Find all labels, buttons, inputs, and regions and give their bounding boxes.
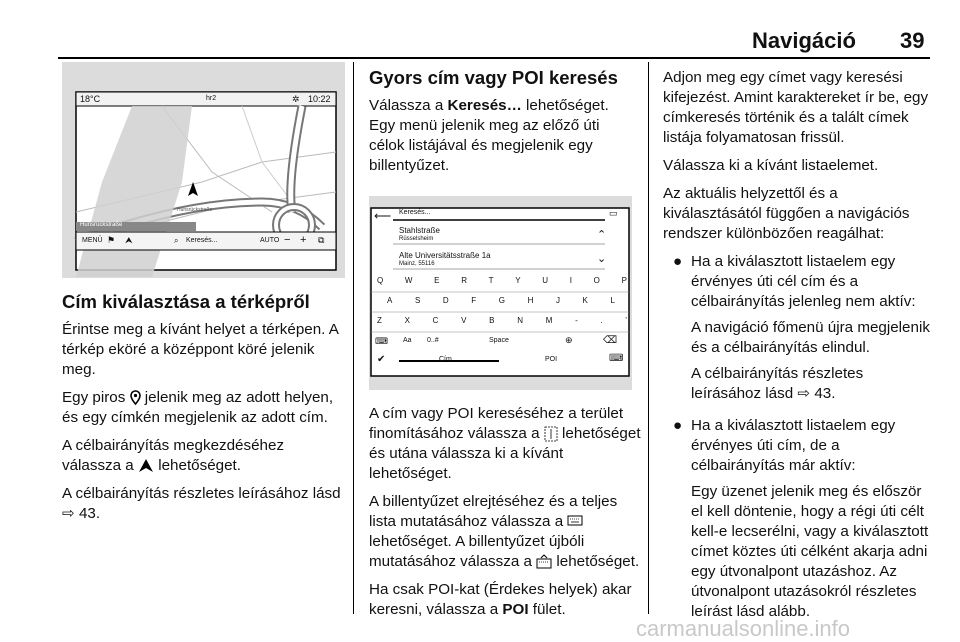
key[interactable]: S (414, 296, 421, 305)
street-label: Hunsrückstraße (80, 222, 123, 228)
paragraph: Az aktuális helyzettől és a kiválasztásától függően a navigációs rendszer különbözően reagálhat: (663, 185, 910, 242)
keyboard-show-icon[interactable]: ⌨ (609, 353, 624, 364)
reference-arrow-icon: ⇨ (62, 505, 79, 522)
key[interactable]: W (404, 276, 413, 285)
key[interactable]: J (555, 296, 560, 305)
page-reference[interactable]: 43. (78, 505, 101, 522)
paragraph (369, 492, 641, 572)
section-heading-map: Cím kiválasztása a térképről (62, 291, 310, 312)
watermark: carmanualsonline.info (636, 616, 851, 641)
key[interactable]: - (575, 316, 578, 325)
keyboard-show-icon (536, 554, 552, 569)
key[interactable]: O (593, 276, 600, 285)
navigation-arrow-icon (138, 458, 154, 473)
text: Egy piros (62, 389, 126, 406)
text: A célbairányítás részletes leírásához lásd (62, 485, 341, 502)
page-title: Navigáció (752, 28, 856, 53)
result-subtitle: Rüsselsheim (399, 236, 434, 242)
keyboard-row (387, 296, 615, 305)
paragraph: Egy üzenet jelenik meg és először el kell döntenie, hogy a régi úti célt kell-e lecserélni, vagy a kiválasztott címet köztes úti célként akarja adni egy útvonalpont utazáshoz. Az útvonalpont utazásokról részletes leírást lásd alább. (691, 483, 929, 620)
reference-arrow-icon: ⇨ (797, 385, 815, 402)
key[interactable]: U (542, 276, 549, 285)
backspace-icon[interactable]: ⌫ (603, 335, 618, 346)
text: Ha csak POI-kat (Érdekes helyek) akar keresni, válassza a (369, 581, 632, 618)
chevron-down-icon[interactable]: ⌄ (597, 253, 607, 265)
key[interactable]: A (387, 296, 393, 305)
key[interactable]: C (432, 316, 439, 325)
text: lehetőséget. (158, 457, 241, 474)
key[interactable]: M (545, 316, 553, 325)
result-title[interactable]: Stahlstraße (399, 226, 440, 235)
text: lehetőséget. (556, 553, 640, 570)
section-heading-search: Gyors cím vagy POI keresés (369, 67, 618, 88)
paragraph (62, 388, 344, 428)
result-title[interactable]: Alte Universitätsstraße 1a (399, 251, 491, 260)
key[interactable]: P (621, 276, 627, 285)
auto-zoom-button[interactable]: AUTO (260, 237, 280, 244)
zoom-in-button[interactable]: + (300, 234, 307, 246)
tab-poi[interactable]: POI (545, 356, 558, 363)
options-icon[interactable]: ⧉ (318, 235, 325, 245)
key[interactable]: ' (625, 316, 627, 325)
paragraph (691, 364, 931, 404)
keyboard-hide-icon (567, 515, 583, 528)
key[interactable]: F (471, 296, 477, 305)
paragraph (369, 96, 639, 176)
paragraph: Ha a kiválasztott listaelem egy érvényes úti cél cím és a célbairányítás jelenleg nem aktív: (691, 253, 916, 310)
paragraph (369, 404, 641, 484)
language-icon[interactable]: ⊕ (565, 335, 573, 345)
paragraph (369, 580, 641, 620)
paragraph: Válassza ki a kívánt listaelemet. (663, 157, 879, 174)
menu-button[interactable]: MENÜ (82, 237, 103, 244)
search-icon[interactable]: ⌕ (174, 236, 179, 245)
map-pin-icon (130, 390, 141, 405)
header-rule (58, 57, 930, 59)
area-filter-icon (544, 426, 558, 442)
search-label: Keresés… (447, 97, 522, 114)
chevron-up-icon[interactable]: ⌃ (597, 229, 607, 241)
key[interactable]: T (488, 276, 494, 285)
text: lehetőséget. Egy menü jelenik meg az előző úti célok listájával és megjelenik egy billentyűzet. (369, 97, 609, 174)
map-screenshot (62, 62, 345, 278)
text: Válassza a (369, 97, 448, 114)
key[interactable]: Q (377, 276, 384, 285)
bullet-icon: ● (673, 417, 683, 434)
text: A célbairányítás megkezdéséhez válassza a (62, 437, 285, 474)
keyboard-row (377, 316, 627, 325)
result-subtitle: Mainz, 55116 (399, 261, 435, 267)
current-street: hr2 (206, 95, 217, 102)
space-key[interactable]: Space (489, 337, 509, 344)
numbers-key[interactable]: 0..# (427, 337, 439, 344)
text: A cím vagy POI kereséséhez a terület finomításához válassza a (369, 405, 624, 442)
keyboard-screenshot (369, 196, 632, 390)
gear-icon[interactable]: ✲ (292, 94, 300, 104)
text: lehetőséget. A billentyűzet újbóli mutatásához válassza a (369, 533, 585, 570)
middle-column (369, 68, 639, 184)
text: A billentyűzet elrejtéséhez és a teljes lista mutatásához válassza a (369, 493, 618, 530)
column-divider-right (648, 62, 649, 614)
right-column (663, 68, 931, 634)
key[interactable]: G (498, 296, 505, 305)
key[interactable]: Z (377, 316, 382, 325)
list-item (663, 416, 931, 628)
middle-column-lower (369, 404, 641, 628)
key[interactable]: I (569, 276, 572, 285)
key[interactable]: L (610, 296, 615, 305)
key[interactable]: Y (515, 276, 521, 285)
key[interactable]: X (404, 316, 410, 325)
temperature: 18°C (80, 94, 101, 104)
confirm-check-icon[interactable]: ✔ (377, 354, 386, 365)
navigation-arrow-icon[interactable]: ⮝ (125, 235, 133, 245)
text: fület. (528, 601, 566, 618)
flag-icon[interactable]: ⚑ (107, 235, 116, 245)
key[interactable]: N (517, 316, 523, 325)
paragraph (62, 436, 344, 476)
search-field[interactable]: Keresés... (186, 237, 218, 244)
key[interactable]: R (461, 276, 467, 285)
poi-label: POI (502, 601, 529, 618)
key[interactable]: V (461, 316, 467, 325)
key[interactable]: E (434, 276, 440, 285)
text: lehetőséget és utána válassza ki a kívánt lehetőséget. (369, 425, 641, 482)
key[interactable]: H (527, 296, 534, 305)
zoom-out-button[interactable]: − (284, 234, 291, 246)
paragraph: Érintse meg a kívánt helyet a térképen. A térkép eköré a középpont köré jelenik meg. (62, 321, 339, 378)
text: A célbairányítás részletes leírásához lásd (691, 365, 864, 402)
left-column (62, 292, 344, 532)
key[interactable]: B (489, 316, 495, 325)
key[interactable]: . (600, 316, 603, 325)
paragraph: Ha a kiválasztott listaelem egy érvényes úti cím, de a célbairányítás már aktív: (691, 417, 896, 474)
column-divider-left (353, 62, 354, 614)
key[interactable]: D (442, 296, 449, 305)
search-input[interactable]: Keresés... (399, 209, 431, 216)
paragraph: Adjon meg egy címet vagy keresési kifejezést. Amint karaktereket ír be, egy címkeresés történik és a talált címek listája folyamatosan frissül. (663, 69, 929, 146)
paragraph (62, 484, 344, 524)
key[interactable]: K (582, 296, 588, 305)
page-number: 39 (900, 28, 925, 53)
page-reference[interactable]: 43. (814, 385, 836, 402)
tab-address[interactable]: Cím (439, 356, 452, 363)
road-label: Hunsrückstraße (177, 207, 213, 213)
back-arrow-icon[interactable]: ⟵ (374, 209, 392, 223)
hide-keyboard-icon[interactable]: ▭ (609, 208, 618, 218)
keyboard-row (377, 276, 627, 285)
keyboard-icon[interactable]: ⌨ (375, 336, 388, 346)
case-key[interactable]: Aa (403, 337, 412, 344)
paragraph: A navigáció főmenü újra megjelenik és a célbairányítás elindul. (691, 319, 930, 356)
list-item (663, 252, 931, 410)
text: jelenik meg az adott helyen, és egy címkén megjelenik az adott cím. (62, 389, 334, 426)
bullet-icon: ● (673, 253, 683, 270)
clock: 10:22 (308, 94, 331, 104)
